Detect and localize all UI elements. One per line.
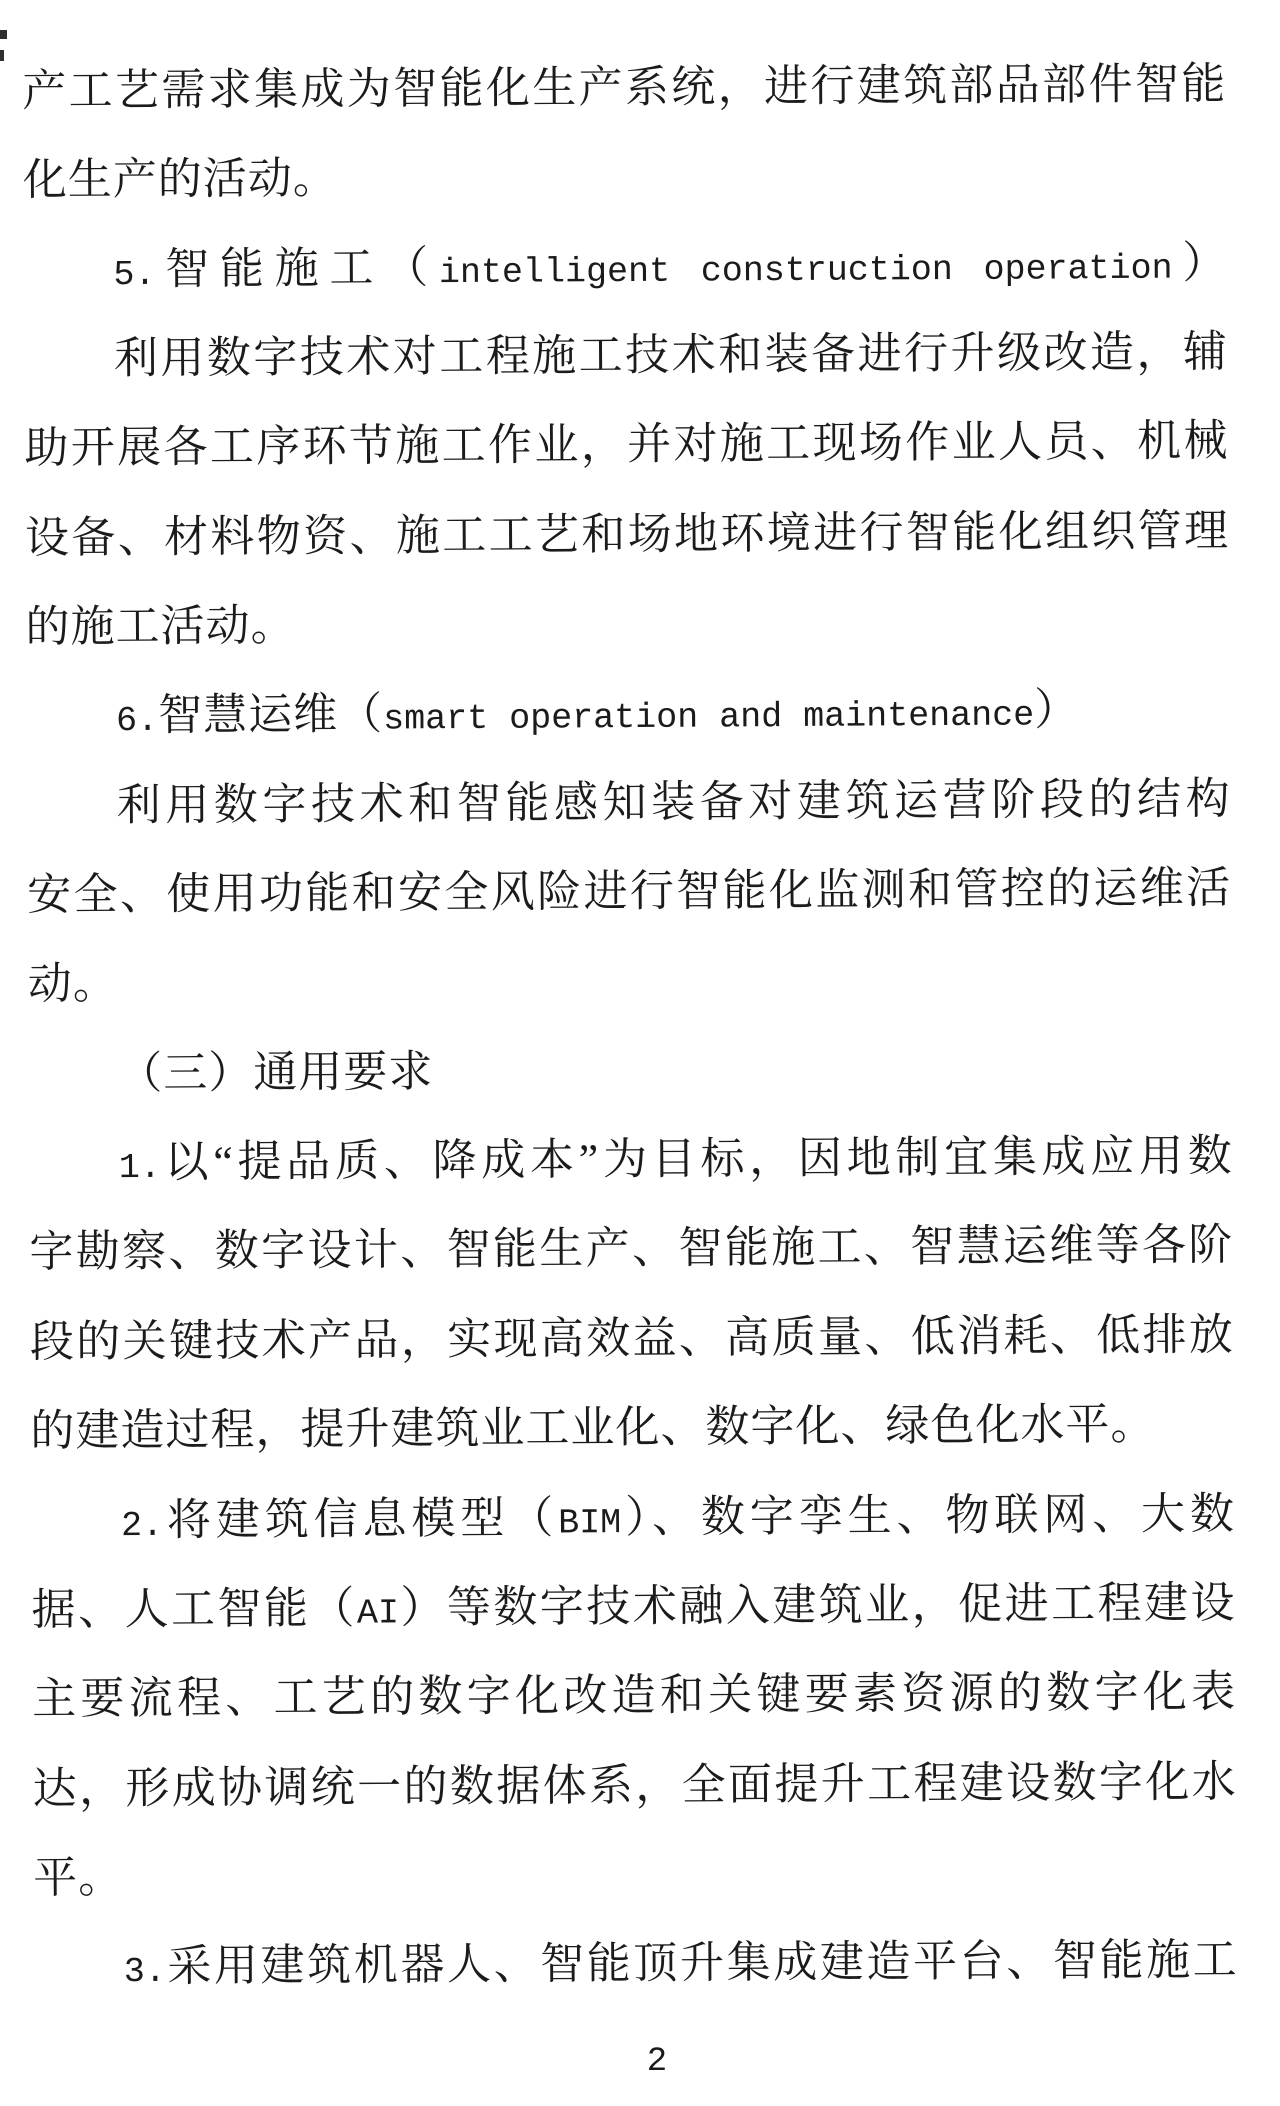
cjk-text-segment: （三）通用要求: [118, 1046, 434, 1098]
text-line: [25, 486, 1230, 583]
cjk-text-segment: 智慧运维（: [157, 689, 384, 741]
text-line: [26, 665, 1231, 762]
text-line: [25, 575, 1230, 672]
text-line: [33, 1826, 1238, 1923]
latin-text-segment: AI: [356, 1593, 400, 1634]
document-body: [22, 39, 1238, 2012]
text-line: [26, 754, 1231, 851]
cjk-text-segment: 的施工活动。: [25, 601, 296, 652]
cjk-text-segment: 的建造过程，提升建筑业工业化、数字化、绿色化水平。: [30, 1399, 1156, 1456]
cjk-text-segment: ）: [1034, 685, 1080, 735]
text-line: [24, 397, 1229, 494]
cjk-text-segment: 采用建筑机器人、智能顶升集成建造平台、智能施工: [165, 1935, 1238, 1992]
latin-text-segment: 6.: [116, 701, 159, 742]
latin-text-segment: 3.: [123, 1952, 166, 1993]
cjk-text-segment: 产工艺需求集成为智能化生产系统，进行建筑部品部件智能: [22, 59, 1227, 116]
text-line: [27, 843, 1232, 940]
cjk-text-segment: ）: [1172, 238, 1228, 288]
cjk-text-segment: 利用数字技术对工程施工技术和装备进行升级改造，辅: [113, 327, 1229, 384]
text-line: [30, 1379, 1235, 1476]
cjk-text-segment: 设备、材料物资、施工工艺和场地环境进行智能化组织管理: [24, 506, 1230, 563]
cjk-text-segment: 主要流程、工艺的数字化改造和关键要素资源的数字化表: [31, 1667, 1237, 1724]
cjk-text-segment: 达，形成协调统一的数据体系，全面提升工程建设数字化水: [32, 1756, 1237, 1814]
text-line: [33, 1916, 1238, 2013]
cjk-text-segment: 动。: [27, 959, 118, 1010]
latin-text-segment: 5.: [113, 254, 156, 295]
cjk-text-segment: 据、人工智能（: [31, 1583, 358, 1635]
cjk-text-segment: 智能施工（: [155, 242, 440, 294]
cjk-text-segment: ）、数字孪生、物联网、大数: [621, 1488, 1236, 1542]
cjk-text-segment: 将建筑信息模型（: [162, 1492, 559, 1545]
scan-artifact: [0, 50, 4, 61]
page-number: 2: [646, 2043, 668, 2081]
text-line: [23, 129, 1228, 226]
text-line: [31, 1469, 1236, 1566]
cjk-text-segment: ）等数字技术融入建筑业，促进工程建设: [398, 1578, 1236, 1633]
text-line: [29, 1111, 1234, 1208]
text-line: [32, 1647, 1237, 1744]
cjk-text-segment: 助开展各工序环节施工作业，并对施工现场作业人员、机械: [24, 416, 1229, 474]
latin-text-segment: intelligent construction operation: [438, 248, 1173, 293]
latin-text-segment: 1.: [118, 1147, 161, 1189]
text-line: [29, 1201, 1234, 1298]
text-line: [30, 1290, 1235, 1387]
text-line: [24, 307, 1229, 404]
cjk-text-segment: 字勘察、数字设计、智能生产、智能施工、智慧运维等各阶: [29, 1220, 1234, 1278]
cjk-text-segment: 段的关键技术产品，实现高效益、高质量、低消耗、低排放: [29, 1310, 1235, 1367]
text-line: [22, 39, 1227, 136]
text-line: [31, 1558, 1236, 1655]
text-line: [23, 218, 1228, 315]
text-line: [32, 1737, 1237, 1834]
latin-text-segment: BIM: [558, 1502, 622, 1543]
cjk-text-segment: 利用数字技术和智能感知装备对建筑运营阶段的结构: [116, 774, 1231, 830]
latin-text-segment: smart operation and maintenance: [383, 695, 1035, 740]
scan-artifact: [0, 30, 7, 39]
cjk-text-segment: 安全、使用功能和安全风险进行智能化监测和管控的运维活: [27, 863, 1232, 920]
cjk-text-segment: 化生产的活动。: [22, 154, 338, 206]
cjk-text-segment: 以“提品质、降成本”为目标，因地制宜集成应用数: [160, 1131, 1233, 1187]
text-line: [27, 933, 1232, 1030]
latin-text-segment: 2.: [120, 1505, 164, 1546]
cjk-text-segment: 平。: [33, 1852, 124, 1903]
text-line: [28, 1022, 1233, 1119]
